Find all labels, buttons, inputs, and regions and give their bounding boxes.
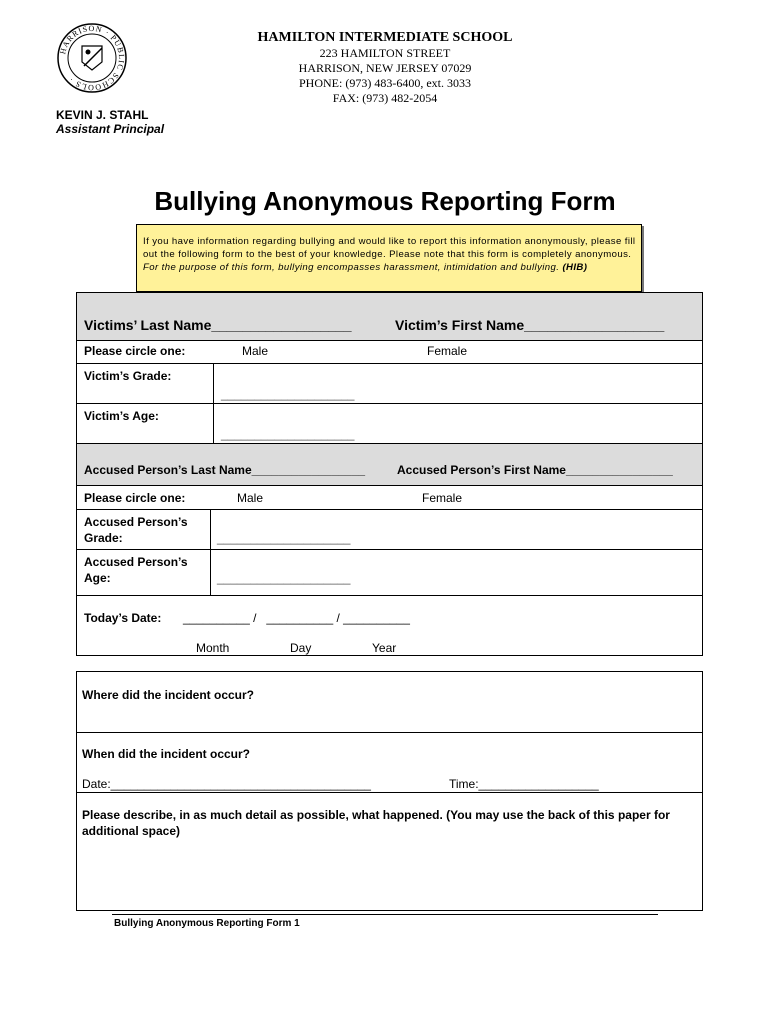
date-day-label: Day — [290, 641, 312, 655]
todays-date-field[interactable]: __________ / __________ / __________ — [183, 611, 410, 625]
accused-first-name-field[interactable]: Accused Person’s First Name________________ — [397, 463, 673, 477]
accused-age-field[interactable]: ____________________ — [217, 571, 351, 585]
notice-body: If you have information regarding bullying and would like to report this information anonymously, please fill out the following form to the best of your knowledge. Please note that this form is completely anonymous. — [143, 236, 636, 260]
date-month-label: Month — [196, 641, 230, 655]
incident-time-field[interactable]: Time:__________________ — [449, 777, 599, 791]
victim-accused-section — [76, 292, 703, 656]
incident-date-field[interactable]: Date:_______________________________________ — [82, 777, 371, 791]
accused-grade-label-1: Accused Person’s — [84, 515, 188, 529]
accused-grade-label-2: Grade: — [84, 531, 123, 545]
date-year-label: Year — [372, 641, 397, 655]
victim-age-field[interactable]: ____________________ — [221, 427, 355, 441]
incident-section — [76, 671, 703, 911]
school-phone: PHONE: (973) 483-6400, ext. 3033 — [299, 76, 471, 90]
form-title: Bullying Anonymous Reporting Form — [154, 186, 616, 216]
incident-describe-label: Please describe, in as much detail as possible, what happened. (You may use the back of this paper for additional space) — [82, 808, 670, 838]
accused-age-label-1: Accused Person’s — [84, 555, 188, 569]
footer-text: Bullying Anonymous Reporting Form 1 — [114, 918, 300, 929]
contact-title: Assistant Principal — [56, 122, 165, 136]
accused-age-label-2: Age: — [84, 571, 111, 585]
footer-rule — [112, 914, 658, 915]
incident-when-label: When did the incident occur? — [82, 747, 250, 761]
school-city: HARRISON, NEW JERSEY 07029 — [298, 61, 472, 75]
school-fax: FAX: (973) 482-2054 — [332, 91, 438, 105]
svg-text:HARRISON · PUBLIC SCHOOLS ·: HARRISON · PUBLIC SCHOOLS · — [58, 23, 127, 93]
accused-last-name-field[interactable]: Accused Person’s Last Name_________________ — [84, 463, 366, 477]
victim-first-name-field[interactable]: Victim’s First Name__________________ — [395, 317, 665, 333]
school-street: 223 HAMILTON STREET — [319, 46, 451, 60]
accused-male-option[interactable]: Male — [237, 491, 264, 505]
accused-circle-label: Please circle one: — [84, 491, 186, 505]
school-seal-logo — [56, 22, 128, 94]
victim-grade-label: Victim’s Grade: — [84, 369, 172, 383]
notice-italic: For the purpose of this form, bullying encompasses harassment, intimidation and bullying. — [143, 262, 560, 273]
victim-age-label: Victim’s Age: — [84, 409, 159, 423]
notice-text — [143, 235, 637, 274]
notice-hib: (HIB) — [562, 262, 588, 273]
school-name: HAMILTON INTERMEDIATE SCHOOL — [257, 30, 513, 45]
accused-female-option[interactable]: Female — [422, 491, 463, 505]
todays-date-label: Today’s Date: — [84, 611, 162, 625]
victim-female-option[interactable]: Female — [427, 344, 468, 358]
victim-male-option[interactable]: Male — [242, 344, 269, 358]
contact-name: KEVIN J. STAHL — [56, 108, 149, 122]
victim-circle-label: Please circle one: — [84, 344, 186, 358]
accused-grade-field[interactable]: ____________________ — [217, 531, 351, 545]
notice-box — [136, 224, 642, 292]
victim-grade-field[interactable]: ____________________ — [221, 387, 355, 401]
victim-last-name-field[interactable]: Victims’ Last Name__________________ — [84, 317, 352, 333]
incident-where-label: Where did the incident occur? — [82, 688, 255, 702]
